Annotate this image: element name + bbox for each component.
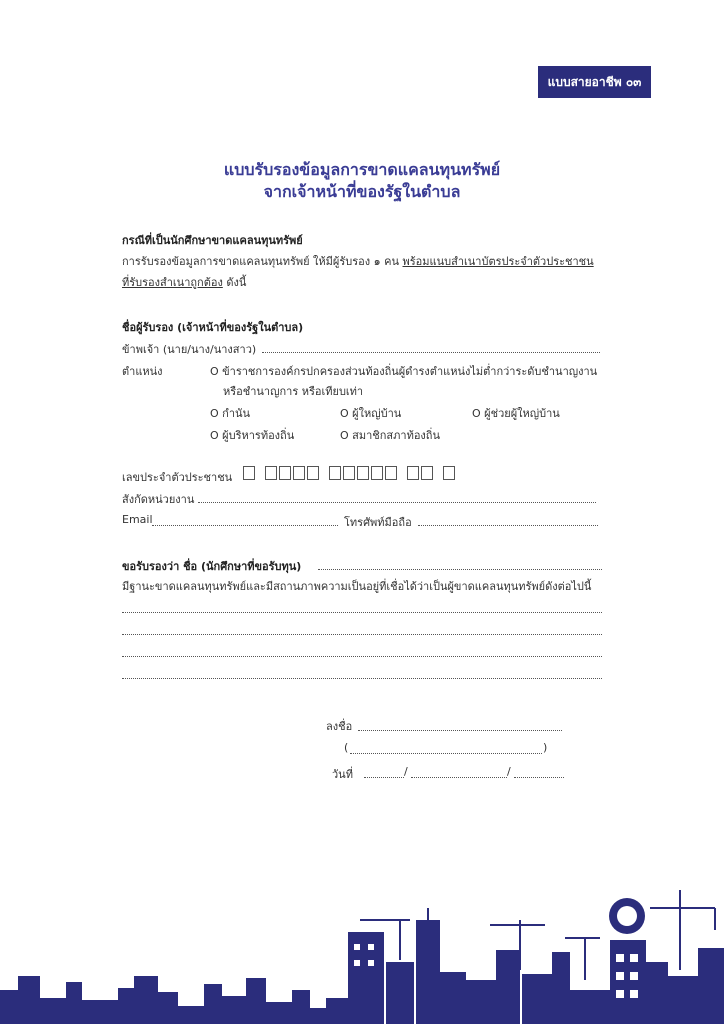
detail-line[interactable] xyxy=(122,656,602,657)
instructions-end: ดังนี้ xyxy=(222,276,247,289)
option-civil-servant-cont: หรือชำนาญการ หรือเทียบเท่า xyxy=(223,385,364,398)
form-code-badge: แบบสายอาชีพ ๐๓ xyxy=(538,66,651,98)
form-title-line1: แบบรับรองข้อมูลการขาดแคลนทุนทรัพย์ xyxy=(223,160,501,179)
section-heading-student: กรณีที่เป็นนักศึกษาขาดแคลนทุนทรัพย์ xyxy=(122,234,303,247)
phone-label: โทรศัพท์มือถือ xyxy=(344,516,412,529)
option-local-council[interactable]: O สมาชิกสภาท้องถิ่น xyxy=(340,429,440,442)
agency-label: สังกัดหน่วยงาน xyxy=(122,493,195,506)
option-local-executive[interactable]: O ผู้บริหารท้องถิ่น xyxy=(210,429,295,442)
date-year-field[interactable] xyxy=(514,777,564,778)
id-number-boxes[interactable] xyxy=(243,466,457,480)
name-label: ข้าพเจ้า (นาย/นาง/นางสาว) xyxy=(122,343,257,356)
id-number-label: เลขประจำตัวประชาชน xyxy=(122,471,233,484)
open-paren: ( xyxy=(344,741,349,754)
form-title-line2: จากเจ้าหน้าที่ของรัฐในตำบล xyxy=(263,182,461,201)
date-label: วันที่ xyxy=(332,768,353,781)
certifier-heading: ชื่อผู้รับรอง (เจ้าหน้าที่ของรัฐในตำบล) xyxy=(122,321,304,334)
student-name-field[interactable] xyxy=(318,569,602,570)
instructions-underlined-2: ที่รับรองสำเนาถูกต้อง xyxy=(122,276,223,289)
option-village-head[interactable]: O ผู้ใหญ่บ้าน xyxy=(340,407,402,420)
position-label: ตำแหน่ง xyxy=(122,365,163,378)
date-day-field[interactable] xyxy=(364,777,404,778)
detail-line[interactable] xyxy=(122,634,602,635)
detail-line[interactable] xyxy=(122,678,602,679)
date-month-field[interactable] xyxy=(411,777,507,778)
instructions-underlined-1: พร้อมแนบสำเนาบัตรประจำตัวประชาชน xyxy=(402,255,594,268)
section-instructions-line2 xyxy=(122,273,246,291)
date-slash-2: / xyxy=(507,765,511,778)
email-label: Email xyxy=(122,513,153,526)
close-paren: ) xyxy=(543,741,548,754)
name-field[interactable] xyxy=(262,352,600,353)
section-instructions-line1 xyxy=(122,252,594,270)
certify-statement: มีฐานะขาดแคลนทุนทรัพย์และมีสถานภาพความเป็นอยู่ที่เชื่อได้ว่าเป็นผู้ขาดแคลนทุนทรัพย์ดังต่อไปนี้ xyxy=(122,580,592,593)
instructions-text: การรับรองข้อมูลการขาดแคลนทุนทรัพย์ ให้มีผู้รับรอง ๑ คน xyxy=(122,255,403,268)
email-field[interactable] xyxy=(152,525,338,526)
printed-name-field[interactable] xyxy=(350,753,542,754)
option-assistant-village-head[interactable]: O ผู้ช่วยผู้ใหญ่บ้าน xyxy=(472,407,560,420)
phone-field[interactable] xyxy=(418,525,598,526)
option-kamnan[interactable]: O กำนัน xyxy=(210,407,251,420)
signature-field[interactable] xyxy=(358,730,562,731)
certify-heading: ขอรับรองว่า ชื่อ (นักศึกษาที่ขอรับทุน) xyxy=(122,560,302,573)
city-skyline-illustration xyxy=(0,880,724,1024)
option-civil-servant[interactable]: O ข้าราชการองค์กรปกครองส่วนท้องถิ่นผู้ดำรงตำแหน่งไม่ต่ำกว่าระดับชำนาญงาน xyxy=(210,365,598,378)
detail-line[interactable] xyxy=(122,612,602,613)
sign-label: ลงชื่อ xyxy=(326,720,353,733)
date-slash-1: / xyxy=(404,765,408,778)
agency-field[interactable] xyxy=(198,502,596,503)
